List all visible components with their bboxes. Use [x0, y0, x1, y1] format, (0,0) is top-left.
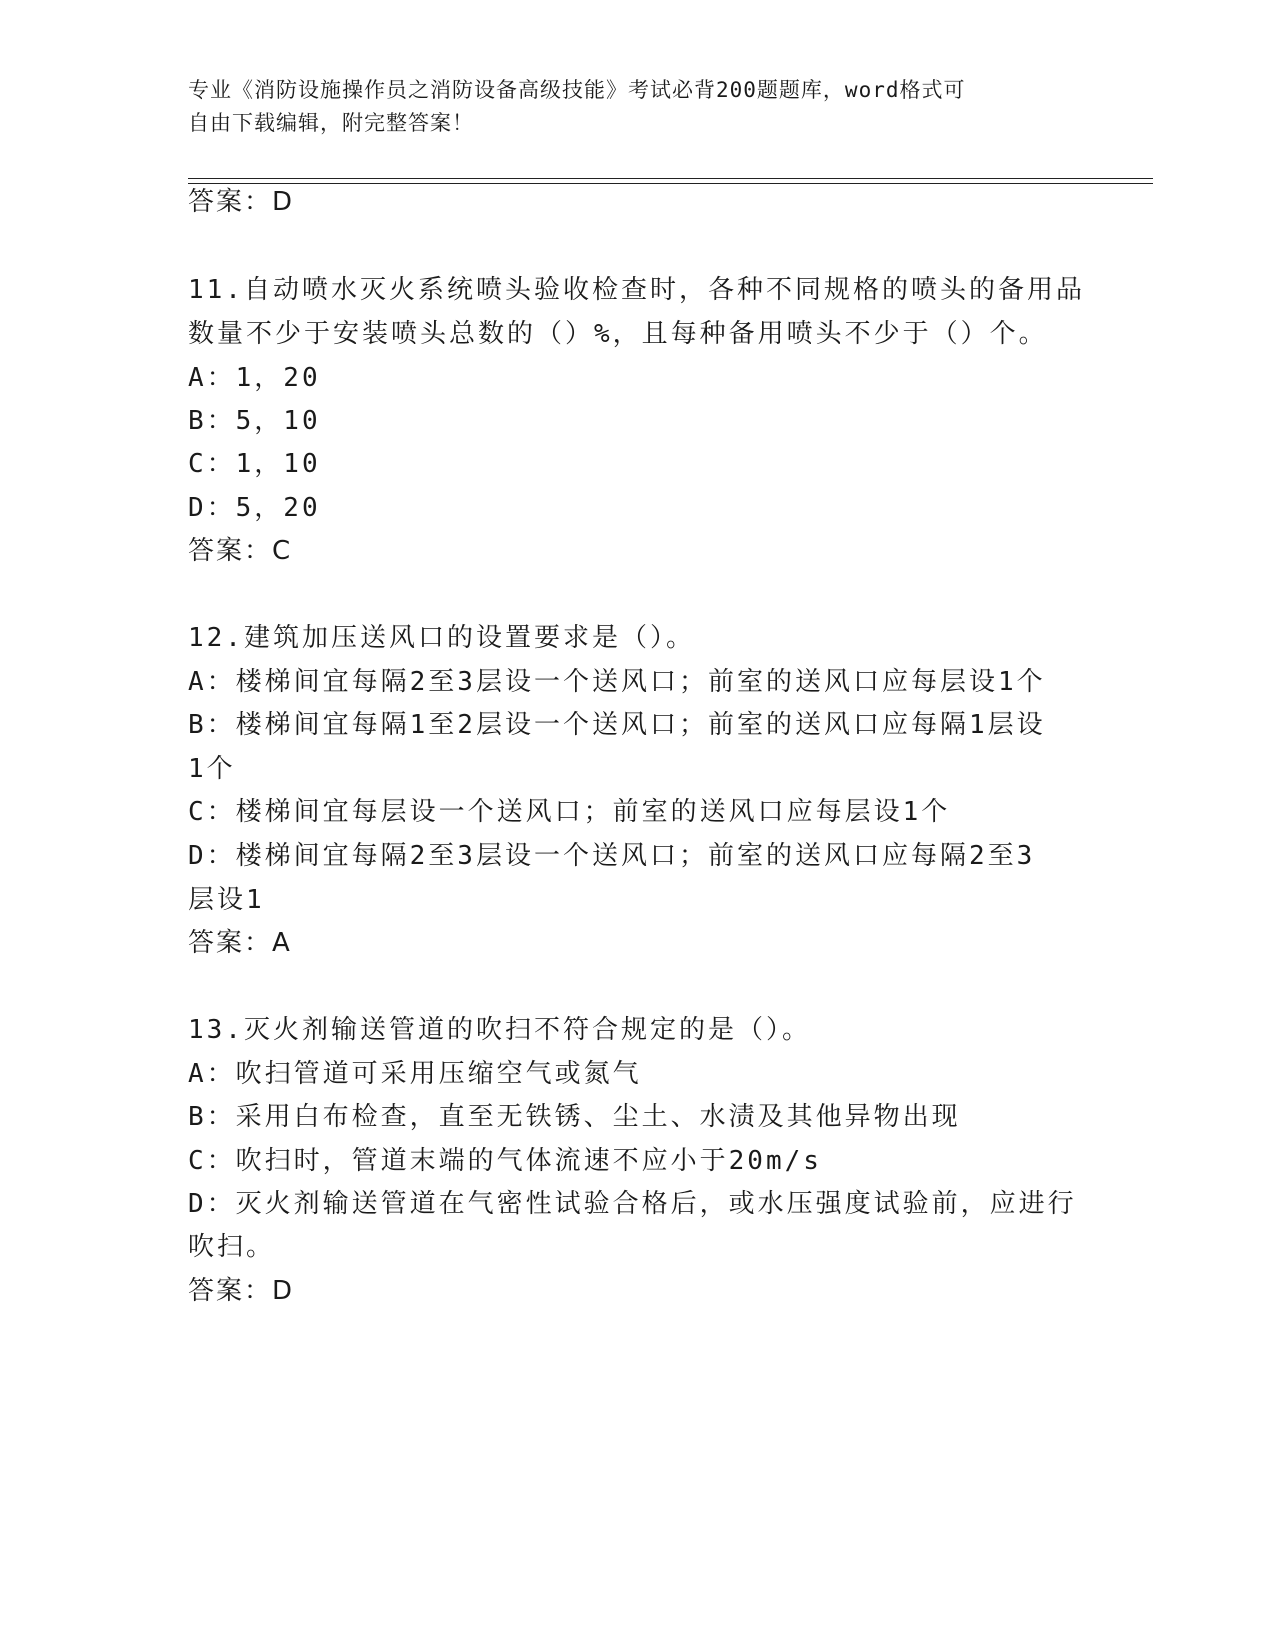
option-d-continued: 吹扫。	[188, 1232, 276, 1262]
option-d: D：楼梯间宜每隔2至3层设一个送风口；前室的送风口应每隔2至3	[188, 841, 1036, 871]
option-b-continued: 1个	[188, 754, 236, 784]
option-a: A：吹扫管道可采用压缩空气或氮气	[188, 1059, 642, 1089]
option-b: B：采用白布检查，直至无铁锈、尘土、水渍及其他异物出现	[188, 1102, 961, 1132]
option-d: D：灭火剂输送管道在气密性试验合格后，或水压强度试验前，应进行	[188, 1189, 1077, 1219]
option-a: A：1，20	[188, 363, 321, 393]
option-b: B：5，10	[188, 406, 321, 436]
answer-label: 答案：C	[188, 536, 293, 566]
page-header	[188, 74, 1088, 140]
question-stem: 13.灭火剂输送管道的吹扫不符合规定的是（）。	[188, 1015, 811, 1045]
previous-answer: 答案：D	[188, 187, 295, 217]
question-stem: 12.建筑加压送风口的设置要求是（）。	[188, 623, 695, 653]
question-stem-line: 11.自动喷水灭火系统喷头验收检查时，各种不同规格的喷头的备用品	[188, 275, 1085, 305]
question-stem-line: 数量不少于安装喷头总数的（）%，且每种备用喷头不少于（）个。	[188, 319, 1048, 349]
answer-label: 答案：D	[188, 1276, 295, 1306]
option-d-continued: 层设1	[188, 885, 265, 915]
option-c: C：吹扫时，管道末端的气体流速不应小于20m/s	[188, 1146, 822, 1176]
option-d: D：5，20	[188, 493, 321, 523]
option-b: B：楼梯间宜每隔1至2层设一个送风口；前室的送风口应每隔1层设	[188, 710, 1046, 740]
answer-label: 答案：A	[188, 928, 292, 958]
header-title-line-1: 专业《消防设施操作员之消防设备高级技能》考试必背200题题库，word格式可	[188, 78, 966, 102]
header-divider-top	[188, 178, 1153, 179]
option-c: C：楼梯间宜每层设一个送风口；前室的送风口应每层设1个	[188, 797, 951, 827]
option-c: C：1，10	[188, 449, 321, 479]
option-a: A：楼梯间宜每隔2至3层设一个送风口；前室的送风口应每层设1个	[188, 667, 1046, 697]
header-title-line-2: 自由下载编辑，附完整答案！	[188, 111, 474, 135]
header-divider-bottom	[188, 183, 1153, 184]
